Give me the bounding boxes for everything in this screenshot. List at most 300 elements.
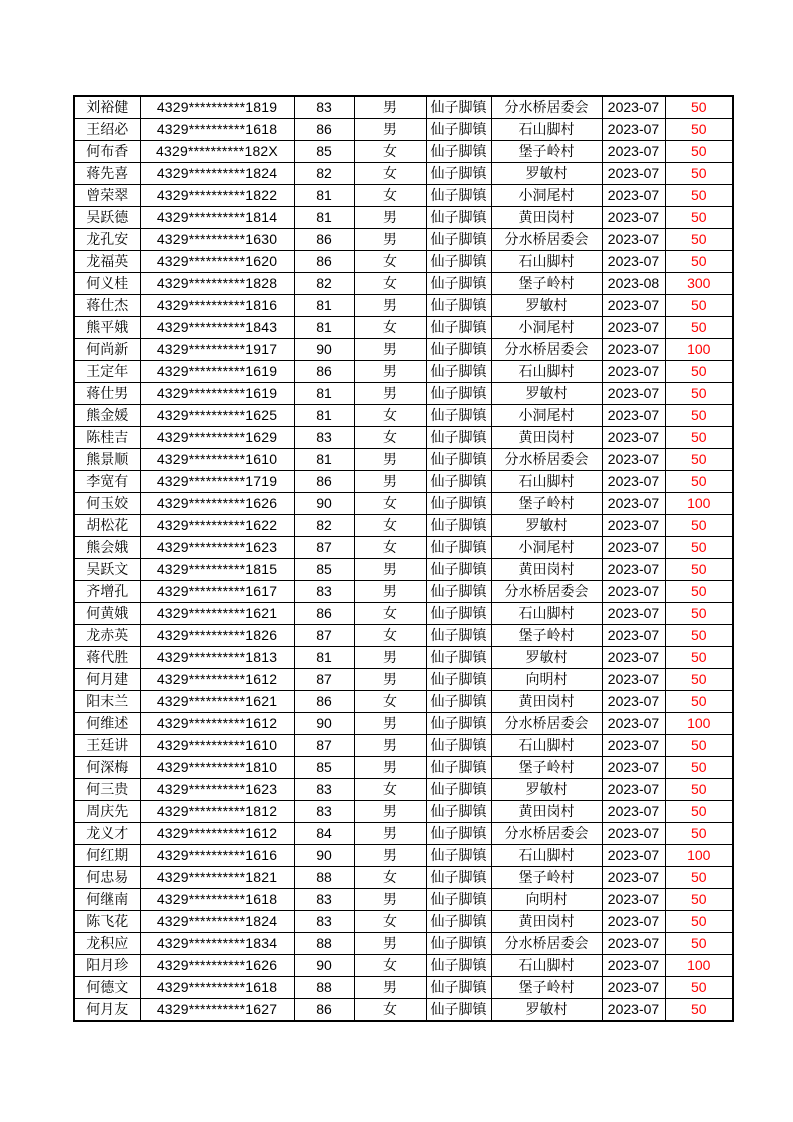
id-number-cell: 4329**********1810 <box>140 757 294 779</box>
amount-cell: 50 <box>665 471 733 493</box>
age-cell: 81 <box>294 185 354 207</box>
gender-cell: 女 <box>354 691 426 713</box>
age-cell: 83 <box>294 911 354 933</box>
month-cell: 2023-07 <box>602 603 665 625</box>
age-cell: 82 <box>294 515 354 537</box>
table-row <box>74 757 733 779</box>
village-label: 分水桥居委会 <box>504 451 589 467</box>
village-cell <box>491 427 602 449</box>
name-cell: 熊会娥 <box>74 537 140 559</box>
village-label: 罗敏村 <box>525 1001 568 1017</box>
age-cell: 86 <box>294 603 354 625</box>
village-label: 罗敏村 <box>525 385 568 401</box>
month-cell: 2023-07 <box>602 207 665 229</box>
age-cell: 90 <box>294 955 354 977</box>
name-cell: 阳末兰 <box>74 691 140 713</box>
town-cell: 仙子脚镇 <box>426 449 491 471</box>
village-label: 堡子岭村 <box>518 143 575 159</box>
table-row <box>74 955 733 977</box>
gender-cell: 女 <box>354 185 426 207</box>
village-cell <box>491 207 602 229</box>
amount-cell: 50 <box>665 449 733 471</box>
town-cell: 仙子脚镇 <box>426 119 491 141</box>
amount-cell: 50 <box>665 559 733 581</box>
village-label: 罗敏村 <box>525 781 568 797</box>
town-cell: 仙子脚镇 <box>426 911 491 933</box>
month-cell: 2023-07 <box>602 185 665 207</box>
id-number-cell: 4329**********1626 <box>140 493 294 515</box>
amount-cell: 50 <box>665 691 733 713</box>
amount-cell: 50 <box>665 757 733 779</box>
name-cell: 何维述 <box>74 713 140 735</box>
age-cell: 90 <box>294 493 354 515</box>
name-cell: 何义桂 <box>74 273 140 295</box>
month-cell: 2023-07 <box>602 581 665 603</box>
month-cell: 2023-07 <box>602 713 665 735</box>
town-cell: 仙子脚镇 <box>426 251 491 273</box>
table-row <box>74 999 733 1022</box>
month-cell: 2023-07 <box>602 889 665 911</box>
month-cell: 2023-07 <box>602 295 665 317</box>
gender-cell: 女 <box>354 625 426 647</box>
table-row <box>74 119 733 141</box>
amount-cell: 50 <box>665 625 733 647</box>
age-cell: 90 <box>294 339 354 361</box>
town-cell: 仙子脚镇 <box>426 515 491 537</box>
month-cell: 2023-07 <box>602 493 665 515</box>
village-label: 分水桥居委会 <box>504 583 589 599</box>
town-cell: 仙子脚镇 <box>426 845 491 867</box>
village-label: 堡子岭村 <box>518 869 575 885</box>
month-cell: 2023-07 <box>602 867 665 889</box>
gender-cell: 男 <box>354 845 426 867</box>
gender-cell: 男 <box>354 361 426 383</box>
name-cell: 龙义才 <box>74 823 140 845</box>
id-number-cell: 4329**********1617 <box>140 581 294 603</box>
gender-cell: 女 <box>354 493 426 515</box>
gender-cell: 男 <box>354 977 426 999</box>
village-cell <box>491 515 602 537</box>
age-cell: 90 <box>294 845 354 867</box>
id-number-cell: 4329**********1814 <box>140 207 294 229</box>
age-cell: 88 <box>294 977 354 999</box>
id-number-cell: 4329**********1616 <box>140 845 294 867</box>
gender-cell: 男 <box>354 96 426 119</box>
village-cell <box>491 603 602 625</box>
age-cell: 86 <box>294 229 354 251</box>
village-cell <box>491 229 602 251</box>
gender-cell: 男 <box>354 559 426 581</box>
gender-cell: 男 <box>354 383 426 405</box>
name-cell: 蒋代胜 <box>74 647 140 669</box>
village-cell <box>491 691 602 713</box>
village-label: 堡子岭村 <box>518 759 575 775</box>
town-cell: 仙子脚镇 <box>426 295 491 317</box>
age-cell: 88 <box>294 933 354 955</box>
month-cell: 2023-07 <box>602 757 665 779</box>
age-cell: 85 <box>294 141 354 163</box>
age-cell: 87 <box>294 735 354 757</box>
amount-cell: 50 <box>665 515 733 537</box>
amount-cell: 50 <box>665 163 733 185</box>
amount-cell: 50 <box>665 405 733 427</box>
table-row <box>74 867 733 889</box>
gender-cell: 女 <box>354 603 426 625</box>
id-number-cell: 4329**********1824 <box>140 911 294 933</box>
town-cell: 仙子脚镇 <box>426 339 491 361</box>
id-number-cell: 4329**********1828 <box>140 273 294 295</box>
town-cell: 仙子脚镇 <box>426 493 491 515</box>
age-cell: 83 <box>294 581 354 603</box>
village-label: 石山脚村 <box>518 847 575 863</box>
table-row <box>74 669 733 691</box>
village-cell <box>491 537 602 559</box>
age-cell: 81 <box>294 405 354 427</box>
table-row <box>74 933 733 955</box>
name-cell: 熊平娥 <box>74 317 140 339</box>
amount-cell: 50 <box>665 383 733 405</box>
table-body <box>74 96 733 1021</box>
name-cell: 刘裕健 <box>74 96 140 119</box>
village-label: 堡子岭村 <box>518 275 575 291</box>
amount-cell: 50 <box>665 317 733 339</box>
age-cell: 81 <box>294 295 354 317</box>
table-row <box>74 96 733 119</box>
name-cell: 何玉姣 <box>74 493 140 515</box>
table-row <box>74 295 733 317</box>
village-label: 分水桥居委会 <box>504 825 589 841</box>
gender-cell: 男 <box>354 581 426 603</box>
village-label: 罗敏村 <box>525 297 568 313</box>
table-row <box>74 977 733 999</box>
town-cell: 仙子脚镇 <box>426 559 491 581</box>
amount-cell: 50 <box>665 361 733 383</box>
village-label: 堡子岭村 <box>518 495 575 511</box>
table-row <box>74 537 733 559</box>
age-cell: 81 <box>294 449 354 471</box>
age-cell: 82 <box>294 163 354 185</box>
age-cell: 83 <box>294 889 354 911</box>
month-cell: 2023-07 <box>602 625 665 647</box>
id-number-cell: 4329**********1815 <box>140 559 294 581</box>
town-cell: 仙子脚镇 <box>426 273 491 295</box>
month-cell: 2023-07 <box>602 933 665 955</box>
village-cell <box>491 141 602 163</box>
name-cell: 何黄娥 <box>74 603 140 625</box>
village-label: 罗敏村 <box>525 165 568 181</box>
name-cell: 龙孔安 <box>74 229 140 251</box>
id-number-cell: 4329**********1627 <box>140 999 294 1022</box>
month-cell: 2023-07 <box>602 317 665 339</box>
gender-cell: 男 <box>354 229 426 251</box>
month-cell: 2023-07 <box>602 141 665 163</box>
village-label: 石山脚村 <box>518 957 575 973</box>
id-number-cell: 4329**********1822 <box>140 185 294 207</box>
table-row <box>74 251 733 273</box>
id-number-cell: 4329**********1618 <box>140 977 294 999</box>
age-cell: 83 <box>294 427 354 449</box>
name-cell: 阳月珍 <box>74 955 140 977</box>
gender-cell: 女 <box>354 163 426 185</box>
table-row <box>74 493 733 515</box>
month-cell: 2023-07 <box>602 383 665 405</box>
amount-cell: 50 <box>665 801 733 823</box>
gender-cell: 男 <box>354 735 426 757</box>
name-cell: 龙赤英 <box>74 625 140 647</box>
name-cell: 蒋先喜 <box>74 163 140 185</box>
name-cell: 陈飞花 <box>74 911 140 933</box>
id-number-cell: 4329**********1618 <box>140 119 294 141</box>
gender-cell: 女 <box>354 911 426 933</box>
village-label: 分水桥居委会 <box>504 715 589 731</box>
town-cell: 仙子脚镇 <box>426 735 491 757</box>
name-cell: 王廷讲 <box>74 735 140 757</box>
town-cell: 仙子脚镇 <box>426 669 491 691</box>
id-number-cell: 4329**********1812 <box>140 801 294 823</box>
id-number-cell: 4329**********1623 <box>140 537 294 559</box>
age-cell: 87 <box>294 669 354 691</box>
table-row <box>74 207 733 229</box>
month-cell: 2023-07 <box>602 251 665 273</box>
month-cell: 2023-07 <box>602 229 665 251</box>
gender-cell: 女 <box>354 515 426 537</box>
gender-cell: 男 <box>354 669 426 691</box>
name-cell: 曾荣翠 <box>74 185 140 207</box>
name-cell: 何月建 <box>74 669 140 691</box>
id-number-cell: 4329**********1826 <box>140 625 294 647</box>
month-cell: 2023-07 <box>602 911 665 933</box>
village-cell <box>491 845 602 867</box>
town-cell: 仙子脚镇 <box>426 779 491 801</box>
gender-cell: 男 <box>354 295 426 317</box>
id-number-cell: 4329**********1610 <box>140 735 294 757</box>
town-cell: 仙子脚镇 <box>426 889 491 911</box>
village-cell <box>491 581 602 603</box>
id-number-cell: 4329**********1623 <box>140 779 294 801</box>
id-number-cell: 4329**********1843 <box>140 317 294 339</box>
table-row <box>74 449 733 471</box>
id-number-cell: 4329**********1819 <box>140 96 294 119</box>
gender-cell: 男 <box>354 933 426 955</box>
name-cell: 何尚新 <box>74 339 140 361</box>
village-label: 黄田岗村 <box>518 913 575 929</box>
amount-cell: 50 <box>665 537 733 559</box>
village-cell <box>491 185 602 207</box>
month-cell: 2023-07 <box>602 801 665 823</box>
village-cell <box>491 471 602 493</box>
amount-cell: 50 <box>665 911 733 933</box>
month-cell: 2023-07 <box>602 449 665 471</box>
month-cell: 2023-07 <box>602 691 665 713</box>
id-number-cell: 4329**********1629 <box>140 427 294 449</box>
name-cell: 龙积应 <box>74 933 140 955</box>
month-cell: 2023-07 <box>602 96 665 119</box>
table-row <box>74 405 733 427</box>
town-cell: 仙子脚镇 <box>426 603 491 625</box>
gender-cell: 女 <box>354 141 426 163</box>
village-label: 石山脚村 <box>518 253 575 269</box>
gender-cell: 男 <box>354 889 426 911</box>
age-cell: 87 <box>294 537 354 559</box>
gender-cell: 女 <box>354 537 426 559</box>
month-cell: 2023-07 <box>602 823 665 845</box>
month-cell: 2023-07 <box>602 515 665 537</box>
table-row <box>74 735 733 757</box>
amount-cell: 100 <box>665 493 733 515</box>
table-row <box>74 339 733 361</box>
age-cell: 85 <box>294 559 354 581</box>
age-cell: 86 <box>294 361 354 383</box>
gender-cell: 男 <box>354 757 426 779</box>
village-label: 罗敏村 <box>525 649 568 665</box>
amount-cell: 50 <box>665 251 733 273</box>
age-cell: 87 <box>294 625 354 647</box>
village-cell <box>491 735 602 757</box>
gender-cell: 女 <box>354 999 426 1022</box>
month-cell: 2023-07 <box>602 405 665 427</box>
id-number-cell: 4329**********1816 <box>140 295 294 317</box>
table-row <box>74 691 733 713</box>
id-number-cell: 4329**********1625 <box>140 405 294 427</box>
village-cell <box>491 933 602 955</box>
month-cell: 2023-07 <box>602 977 665 999</box>
town-cell: 仙子脚镇 <box>426 405 491 427</box>
town-cell: 仙子脚镇 <box>426 361 491 383</box>
village-cell <box>491 823 602 845</box>
age-cell: 86 <box>294 999 354 1022</box>
village-label: 堡子岭村 <box>518 627 575 643</box>
town-cell: 仙子脚镇 <box>426 229 491 251</box>
gender-cell: 男 <box>354 339 426 361</box>
village-cell <box>491 625 602 647</box>
month-cell: 2023-07 <box>602 669 665 691</box>
village-cell <box>491 559 602 581</box>
table-row <box>74 889 733 911</box>
table-row <box>74 779 733 801</box>
amount-cell: 50 <box>665 889 733 911</box>
table-row <box>74 845 733 867</box>
village-label: 小洞尾村 <box>518 319 575 335</box>
village-label: 石山脚村 <box>518 363 575 379</box>
village-cell <box>491 163 602 185</box>
town-cell: 仙子脚镇 <box>426 581 491 603</box>
gender-cell: 女 <box>354 779 426 801</box>
amount-cell: 50 <box>665 229 733 251</box>
village-label: 黄田岗村 <box>518 561 575 577</box>
month-cell: 2023-08 <box>602 273 665 295</box>
town-cell: 仙子脚镇 <box>426 383 491 405</box>
age-cell: 86 <box>294 119 354 141</box>
month-cell: 2023-07 <box>602 955 665 977</box>
village-label: 分水桥居委会 <box>504 935 589 951</box>
month-cell: 2023-07 <box>602 735 665 757</box>
table-row <box>74 603 733 625</box>
gender-cell: 男 <box>354 207 426 229</box>
table-row <box>74 427 733 449</box>
village-cell <box>491 669 602 691</box>
month-cell: 2023-07 <box>602 471 665 493</box>
month-cell: 2023-07 <box>602 647 665 669</box>
name-cell: 熊金媛 <box>74 405 140 427</box>
table-row <box>74 625 733 647</box>
name-cell: 何三贵 <box>74 779 140 801</box>
town-cell: 仙子脚镇 <box>426 625 491 647</box>
village-label: 黄田岗村 <box>518 429 575 445</box>
age-cell: 86 <box>294 471 354 493</box>
name-cell: 陈桂吉 <box>74 427 140 449</box>
village-label: 向明村 <box>525 891 568 907</box>
town-cell: 仙子脚镇 <box>426 713 491 735</box>
name-cell: 熊景顺 <box>74 449 140 471</box>
village-label: 石山脚村 <box>518 473 575 489</box>
name-cell: 蒋仕男 <box>74 383 140 405</box>
id-number-cell: 4329**********1619 <box>140 383 294 405</box>
id-number-cell: 4329**********1719 <box>140 471 294 493</box>
name-cell: 何忠易 <box>74 867 140 889</box>
village-cell <box>491 955 602 977</box>
name-cell: 龙福英 <box>74 251 140 273</box>
month-cell: 2023-07 <box>602 427 665 449</box>
age-cell: 90 <box>294 713 354 735</box>
name-cell: 吴跃文 <box>74 559 140 581</box>
month-cell: 2023-07 <box>602 339 665 361</box>
age-cell: 81 <box>294 207 354 229</box>
id-number-cell: 4329**********1612 <box>140 669 294 691</box>
village-cell <box>491 801 602 823</box>
gender-cell: 男 <box>354 823 426 845</box>
village-label: 黄田岗村 <box>518 693 575 709</box>
table-row <box>74 911 733 933</box>
gender-cell: 男 <box>354 647 426 669</box>
table-row <box>74 559 733 581</box>
name-cell: 何深梅 <box>74 757 140 779</box>
age-cell: 83 <box>294 96 354 119</box>
table-row <box>74 229 733 251</box>
amount-cell: 50 <box>665 603 733 625</box>
id-number-cell: 4329**********1630 <box>140 229 294 251</box>
village-cell <box>491 383 602 405</box>
town-cell: 仙子脚镇 <box>426 999 491 1022</box>
amount-cell: 100 <box>665 339 733 361</box>
village-cell <box>491 911 602 933</box>
name-cell: 何继南 <box>74 889 140 911</box>
village-label: 黄田岗村 <box>518 209 575 225</box>
age-cell: 81 <box>294 647 354 669</box>
amount-cell: 50 <box>665 735 733 757</box>
name-cell: 李宽有 <box>74 471 140 493</box>
town-cell: 仙子脚镇 <box>426 471 491 493</box>
id-number-cell: 4329**********1821 <box>140 867 294 889</box>
id-number-cell: 4329**********1619 <box>140 361 294 383</box>
village-label: 分水桥居委会 <box>504 99 589 115</box>
month-cell: 2023-07 <box>602 999 665 1022</box>
id-number-cell: 4329**********1834 <box>140 933 294 955</box>
amount-cell: 50 <box>665 933 733 955</box>
village-cell <box>491 361 602 383</box>
village-cell <box>491 295 602 317</box>
gender-cell: 男 <box>354 801 426 823</box>
village-cell <box>491 647 602 669</box>
village-cell <box>491 317 602 339</box>
village-cell <box>491 405 602 427</box>
town-cell: 仙子脚镇 <box>426 823 491 845</box>
amount-cell: 50 <box>665 207 733 229</box>
beneficiary-table <box>73 95 734 1022</box>
amount-cell: 50 <box>665 427 733 449</box>
village-label: 堡子岭村 <box>518 979 575 995</box>
age-cell: 84 <box>294 823 354 845</box>
id-number-cell: 4329**********1917 <box>140 339 294 361</box>
